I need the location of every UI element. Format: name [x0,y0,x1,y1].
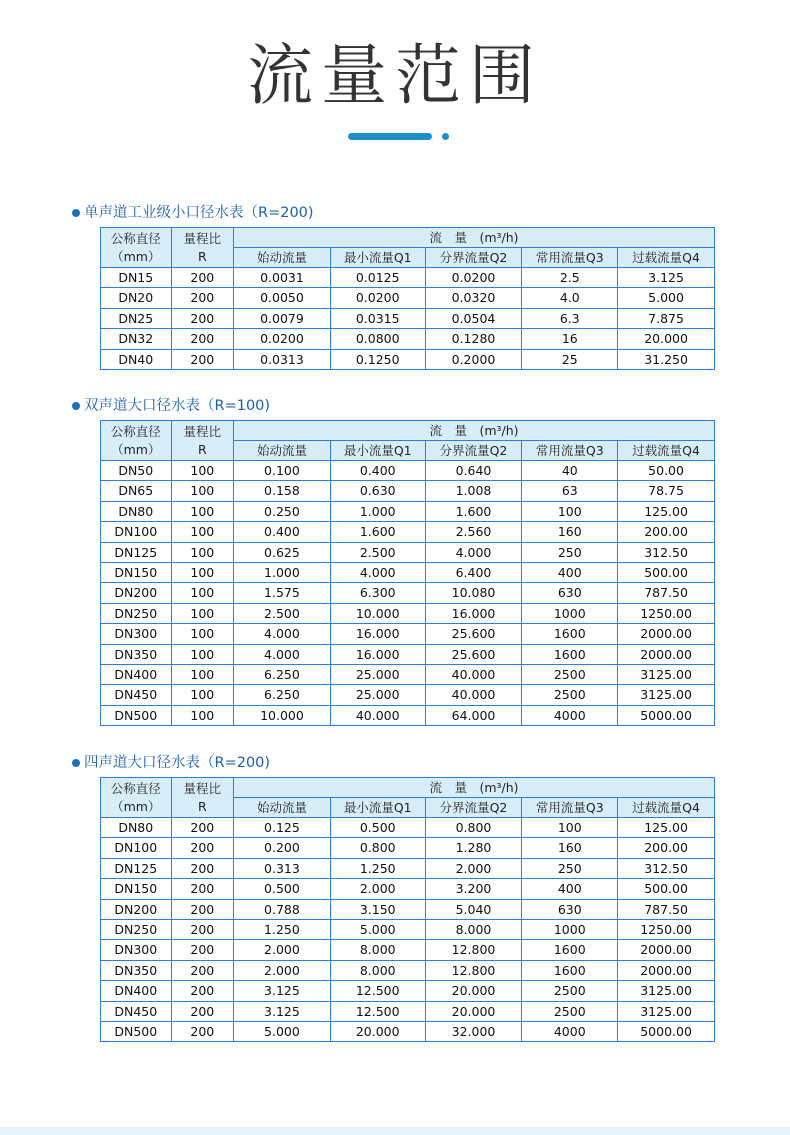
column-header: 最小流量Q1 [330,441,425,461]
table-cell: 400 [522,879,618,899]
table-cell: DN100 [101,522,172,542]
table-cell: DN80 [101,501,172,521]
table-cell: 200 [171,1001,234,1021]
table-cell: 1.000 [330,501,425,521]
table-cell: 0.0504 [425,308,522,328]
table-row [101,288,715,308]
header-r-label: 量程比 [183,423,222,439]
header-flow: 流 量 (m³/h) [234,228,715,248]
table-cell: 6.250 [234,685,331,705]
table-cell: 200.00 [618,838,715,858]
table-cell: DN500 [101,705,172,725]
table-cell: 3.200 [425,879,522,899]
section-quad-channel [72,753,717,1042]
table-cell: 200 [171,920,234,940]
table-row [101,583,715,603]
table-cell: 0.158 [234,481,331,501]
column-header: 常用流量Q3 [522,798,618,818]
page-title: 流量范围 [247,37,543,114]
section-title: 单声道工业级小口径水表（R=200) [84,205,314,221]
table-cell: 78.75 [618,481,715,501]
table-cell: DN400 [101,981,172,1001]
table-row [101,940,715,960]
table-cell: 25.000 [330,685,425,705]
table-cell: 12.500 [330,1001,425,1021]
table-cell: 10.000 [234,705,331,725]
table-cell: 100 [171,563,234,583]
table-cell: 7.875 [618,308,715,328]
table-cell: 4000 [522,705,618,725]
table-row [101,461,715,481]
table-cell: 20.000 [425,981,522,1001]
flow-table [100,227,715,370]
decoration-dot [442,133,449,140]
table-cell: 0.0800 [330,329,425,349]
table-cell: 312.50 [618,542,715,562]
table-cell: 100 [171,461,234,481]
table-cell: 200 [171,960,234,980]
table-cell: 3.125 [234,981,331,1001]
table-row [101,563,715,583]
header-nominal-diameter [101,228,172,268]
table-cell: 400 [522,563,618,583]
header-flow: 流 量 (m³/h) [234,421,715,441]
bullet-dot-icon [72,759,80,767]
table-cell: 6.250 [234,665,331,685]
table-cell: 100 [171,705,234,725]
table-cell: DN250 [101,603,172,623]
table-cell: 40.000 [425,685,522,705]
table-row [101,818,715,838]
table-row [101,308,715,328]
table-cell: 200 [171,981,234,1001]
table-cell: 100 [171,481,234,501]
table-row [101,501,715,521]
table-cell: 8.000 [330,960,425,980]
table-cell: 40.000 [425,665,522,685]
table-cell: 6.400 [425,563,522,583]
table-row [101,858,715,878]
table-cell: 0.800 [330,838,425,858]
table-cell: 1600 [522,940,618,960]
table-cell: DN150 [101,879,172,899]
table-cell: 40 [522,461,618,481]
table-cell: 2000.00 [618,644,715,664]
table-cell: 1.250 [234,920,331,940]
table-cell: 1.250 [330,858,425,878]
table-cell: 200 [171,858,234,878]
table-row [101,899,715,919]
table-cell: 0.500 [330,818,425,838]
table-cell: 3.150 [330,899,425,919]
table-cell: 100 [522,818,618,838]
bullet-dot-icon [72,402,80,410]
table-row [101,268,715,288]
table-cell: 0.0031 [234,268,331,288]
column-header: 过载流量Q4 [618,248,715,268]
table-cell: 0.0313 [234,349,331,369]
table-cell: DN450 [101,1001,172,1021]
table-cell: 0.0320 [425,288,522,308]
table-cell: 12.800 [425,960,522,980]
table-cell: 787.50 [618,899,715,919]
table-cell: DN200 [101,899,172,919]
table-cell: 0.0200 [425,268,522,288]
table-cell: 4.000 [425,542,522,562]
table-cell: 312.50 [618,858,715,878]
table-cell: 0.400 [330,461,425,481]
table-cell: 125.00 [618,501,715,521]
table-row [101,481,715,501]
header-range-ratio [171,778,234,818]
header-nominal-diameter [101,421,172,461]
table-cell: 10.000 [330,603,425,623]
table-cell: 1.575 [234,583,331,603]
flow-table [100,420,715,726]
table-cell: 0.0125 [330,268,425,288]
table-cell: 1250.00 [618,920,715,940]
table-cell: 200 [171,879,234,899]
column-header: 常用流量Q3 [522,248,618,268]
table-cell: 100 [171,665,234,685]
table-row [101,1022,715,1042]
table-cell: 100 [171,685,234,705]
table-cell: 25.000 [330,665,425,685]
table-cell: 0.313 [234,858,331,878]
table-cell: 3125.00 [618,1001,715,1021]
table-cell: 3.125 [618,268,715,288]
table-cell: 1600 [522,644,618,664]
table-cell: 0.200 [234,838,331,858]
table-cell: 0.640 [425,461,522,481]
table-cell: DN25 [101,308,172,328]
table-cell: 500.00 [618,563,715,583]
table-cell: 25 [522,349,618,369]
table-cell: 0.0079 [234,308,331,328]
table-cell: 2.5 [522,268,618,288]
section-single-channel [72,203,717,370]
table-cell: 20.000 [425,1001,522,1021]
table-row [101,879,715,899]
table-cell: 3125.00 [618,665,715,685]
table-cell: 160 [522,838,618,858]
table-row [101,329,715,349]
table-cell: 1000 [522,920,618,940]
header-range-ratio [171,421,234,461]
table-cell: DN100 [101,838,172,858]
table-cell: 100 [171,542,234,562]
table-cell: DN40 [101,349,172,369]
table-cell: 6.300 [330,583,425,603]
table-cell: 0.125 [234,818,331,838]
table-cell: 100 [522,501,618,521]
table-cell: 1.280 [425,838,522,858]
header-dn-unit: （mm） [111,441,161,457]
table-cell: 250 [522,542,618,562]
header-nominal-diameter [101,778,172,818]
decoration-bar [348,133,432,140]
table-cell: 0.0200 [330,288,425,308]
table-cell: 2500 [522,981,618,1001]
table-cell: 32.000 [425,1022,522,1042]
table-row [101,685,715,705]
section-title: 四声道大口径水表（R=200) [84,755,271,771]
table-cell: 2000.00 [618,940,715,960]
table-cell: 63 [522,481,618,501]
header-r-symbol: R [197,441,207,457]
header-r-symbol: R [197,248,207,264]
table-cell: 250 [522,858,618,878]
table-cell: 1.008 [425,481,522,501]
table-cell: 12.500 [330,981,425,1001]
header-r-symbol: R [197,798,207,814]
header-r-label: 量程比 [183,780,222,796]
column-header: 分界流量Q2 [425,441,522,461]
table-cell: DN250 [101,920,172,940]
table-cell: 50.00 [618,461,715,481]
table-cell: 500.00 [618,879,715,899]
table-cell: 0.0050 [234,288,331,308]
column-header: 最小流量Q1 [330,798,425,818]
table-cell: 0.2000 [425,349,522,369]
table-cell: 100 [171,501,234,521]
table-row [101,665,715,685]
table-cell: DN350 [101,644,172,664]
table-cell: 2000.00 [618,960,715,980]
table-cell: 200.00 [618,522,715,542]
header-dn-label: 公称直径 [110,230,161,246]
table-cell: 8.000 [425,920,522,940]
table-cell: 1000 [522,603,618,623]
table-cell: 100 [171,624,234,644]
column-header: 始动流量 [234,248,331,268]
table-cell: 200 [171,308,234,328]
header-range-ratio [171,228,234,268]
header-flow: 流 量 (m³/h) [234,778,715,798]
table-row [101,920,715,940]
table-cell: 0.0200 [234,329,331,349]
table-cell: 1.000 [234,563,331,583]
table-cell: DN32 [101,329,172,349]
header-dn-unit: （mm） [111,248,161,264]
table-cell: 2.000 [425,858,522,878]
table-cell: 0.630 [330,481,425,501]
table-cell: 5.000 [234,1022,331,1042]
table-cell: DN400 [101,665,172,685]
table-cell: 6.3 [522,308,618,328]
column-header: 常用流量Q3 [522,441,618,461]
table-cell: 0.100 [234,461,331,481]
table-cell: 2000.00 [618,624,715,644]
bullet-dot-icon [72,209,80,217]
section-title: 双声道大口径水表（R=100) [84,398,271,414]
table-cell: 630 [522,899,618,919]
table-cell: 1600 [522,960,618,980]
table-row [101,522,715,542]
table-cell: 8.000 [330,940,425,960]
table-cell: DN80 [101,818,172,838]
table-cell: 2500 [522,665,618,685]
table-cell: DN65 [101,481,172,501]
table-cell: 5000.00 [618,1022,715,1042]
table-cell: 1600 [522,624,618,644]
table-cell: 20.000 [330,1022,425,1042]
table-cell: 4.0 [522,288,618,308]
table-cell: 0.788 [234,899,331,919]
table-cell: 2.560 [425,522,522,542]
header-dn-unit: （mm） [111,798,161,814]
table-cell: DN450 [101,685,172,705]
table-cell: 20.000 [618,329,715,349]
table-cell: 16 [522,329,618,349]
column-header: 过载流量Q4 [618,798,715,818]
table-cell: 200 [171,818,234,838]
table-cell: DN300 [101,940,172,960]
table-cell: 100 [171,603,234,623]
table-cell: 4.000 [330,563,425,583]
table-cell: 4.000 [234,644,331,664]
table-cell: 0.800 [425,818,522,838]
table-cell: 5.040 [425,899,522,919]
table-cell: 5.000 [330,920,425,940]
table-cell: 12.800 [425,940,522,960]
table-cell: DN350 [101,960,172,980]
table-cell: 787.50 [618,583,715,603]
table-cell: 16.000 [425,603,522,623]
table-cell: 2.000 [234,940,331,960]
column-header: 最小流量Q1 [330,248,425,268]
table-cell: 5000.00 [618,705,715,725]
header-dn-label: 公称直径 [110,423,161,439]
table-cell: 0.1280 [425,329,522,349]
table-cell: 1.600 [425,501,522,521]
table-cell: 125.00 [618,818,715,838]
table-cell: 0.500 [234,879,331,899]
flow-table [100,777,715,1042]
table-cell: DN125 [101,858,172,878]
table-cell: 31.250 [618,349,715,369]
table-cell: 200 [171,838,234,858]
table-cell: 25.600 [425,644,522,664]
table-cell: 2.500 [234,603,331,623]
table-cell: 4000 [522,1022,618,1042]
table-cell: 200 [171,329,234,349]
table-cell: 0.0315 [330,308,425,328]
section-header [72,396,717,416]
table-cell: 100 [171,583,234,603]
table-cell: 200 [171,268,234,288]
header-dn-label: 公称直径 [110,780,161,796]
table-cell: DN125 [101,542,172,562]
table-cell: DN50 [101,461,172,481]
table-row [101,644,715,664]
table-cell: DN500 [101,1022,172,1042]
table-cell: 200 [171,899,234,919]
bottom-strip [0,1127,790,1135]
table-cell: 3125.00 [618,685,715,705]
table-cell: 25.600 [425,624,522,644]
table-cell: DN15 [101,268,172,288]
table-cell: 10.080 [425,583,522,603]
table-cell: 100 [171,644,234,664]
table-cell: 3125.00 [618,981,715,1001]
table-cell: 0.1250 [330,349,425,369]
table-cell: 100 [171,522,234,542]
table-cell: 200 [171,940,234,960]
table-cell: 200 [171,349,234,369]
table-cell: 3.125 [234,1001,331,1021]
column-header: 过载流量Q4 [618,441,715,461]
table-cell: 1.600 [330,522,425,542]
table-cell: 160 [522,522,618,542]
table-row [101,624,715,644]
table-cell: 5.000 [618,288,715,308]
section-dual-channel [72,396,717,726]
table-cell: 0.250 [234,501,331,521]
table-row [101,1001,715,1021]
table-cell: 2.500 [330,542,425,562]
table-cell: DN150 [101,563,172,583]
table-cell: 16.000 [330,644,425,664]
table-cell: DN200 [101,583,172,603]
table-cell: 0.400 [234,522,331,542]
table-row [101,603,715,623]
header-r-label: 量程比 [183,230,222,246]
column-header: 分界流量Q2 [425,248,522,268]
section-header [72,753,717,773]
table-cell: 0.625 [234,542,331,562]
table-cell: 2500 [522,685,618,705]
table-row [101,960,715,980]
table-cell: DN300 [101,624,172,644]
column-header: 始动流量 [234,441,331,461]
section-header [72,203,717,223]
table-cell: DN20 [101,288,172,308]
table-cell: 200 [171,1022,234,1042]
table-cell: 200 [171,288,234,308]
table-cell: 2.000 [330,879,425,899]
table-row [101,349,715,369]
table-cell: 4.000 [234,624,331,644]
column-header: 始动流量 [234,798,331,818]
table-cell: 1250.00 [618,603,715,623]
table-cell: 2500 [522,1001,618,1021]
table-cell: 40.000 [330,705,425,725]
table-row [101,542,715,562]
table-row [101,705,715,725]
table-cell: 16.000 [330,624,425,644]
table-cell: 2.000 [234,960,331,980]
table-row [101,838,715,858]
table-cell: 64.000 [425,705,522,725]
table-cell: 630 [522,583,618,603]
column-header: 分界流量Q2 [425,798,522,818]
table-row [101,981,715,1001]
